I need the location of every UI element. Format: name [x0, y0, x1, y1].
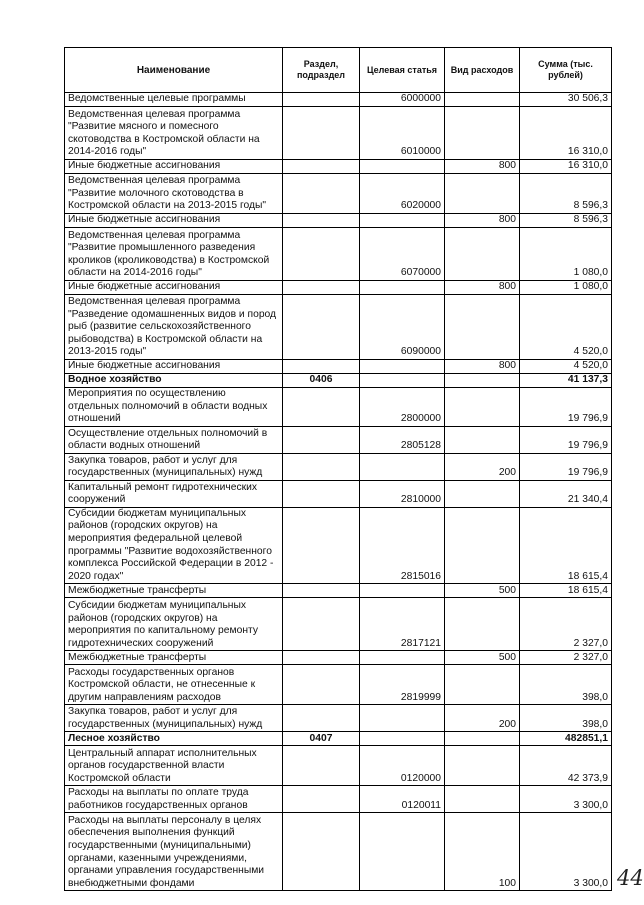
row-name: Ведомственные целевые программы — [65, 93, 283, 107]
row-name: Иные бюджетные ассигнования — [65, 281, 283, 295]
budget-table — [64, 47, 612, 891]
row-section — [283, 426, 360, 453]
row-amount: 3 300,0 — [520, 813, 612, 891]
row-name: Ведомственная целевая программа "Развитие молочного скотоводства в Костромской области на 2013-2015 годы" — [65, 174, 283, 214]
table-row — [65, 813, 612, 891]
row-amount: 41 137,3 — [520, 374, 612, 388]
row-section — [283, 174, 360, 214]
row-target — [360, 374, 445, 388]
row-name: Закупка товаров, работ и услуг для государственных (муниципальных) нужд — [65, 705, 283, 732]
table-row — [65, 598, 612, 651]
table-row — [65, 360, 612, 374]
table-row — [65, 295, 612, 360]
table-row — [65, 584, 612, 598]
row-amount: 21 340,4 — [520, 480, 612, 507]
header-amount: Сумма (тыс. рублей) — [520, 48, 612, 93]
row-name: Межбюджетные трансферты — [65, 651, 283, 665]
row-amount: 8 596,3 — [520, 174, 612, 214]
row-section — [283, 813, 360, 891]
row-name: Иные бюджетные ассигнования — [65, 214, 283, 228]
row-target — [360, 214, 445, 228]
header-name: Наименование — [65, 48, 283, 93]
row-amount: 16 310,0 — [520, 107, 612, 160]
header-expense-type: Вид расходов — [445, 48, 520, 93]
row-amount: 398,0 — [520, 665, 612, 705]
table-row — [65, 480, 612, 507]
row-name: Осуществление отдельных полномочий в области водных отношений — [65, 426, 283, 453]
row-expense-type: 200 — [445, 705, 520, 732]
row-expense-type: 800 — [445, 160, 520, 174]
row-target — [360, 705, 445, 732]
row-name: Центральный аппарат исполнительных органов государственной власти Костромской области — [65, 746, 283, 786]
row-expense-type — [445, 426, 520, 453]
row-section — [283, 584, 360, 598]
table-row — [65, 281, 612, 295]
row-target: 6000000 — [360, 93, 445, 107]
row-section — [283, 228, 360, 281]
row-section — [283, 360, 360, 374]
row-expense-type — [445, 786, 520, 813]
page-number: 44 — [617, 866, 644, 890]
row-amount: 19 796,9 — [520, 426, 612, 453]
row-section — [283, 388, 360, 427]
row-section — [283, 705, 360, 732]
row-name: Мероприятия по осуществлению отдельных полномочий в области водных отношений — [65, 388, 283, 427]
row-name: Ведомственная целевая программа "Развитие промышленного разведения кроликов (кролиководства) в Костромской области на 2014-2016 годы" — [65, 228, 283, 281]
row-expense-type — [445, 665, 520, 705]
row-expense-type: 100 — [445, 813, 520, 891]
row-section — [283, 453, 360, 480]
row-amount: 4 520,0 — [520, 295, 612, 360]
row-target — [360, 651, 445, 665]
row-name: Закупка товаров, работ и услуг для государственных (муниципальных) нужд — [65, 453, 283, 480]
table-body — [65, 93, 612, 891]
row-expense-type — [445, 507, 520, 584]
document-sheet — [64, 47, 612, 891]
row-target: 2800000 — [360, 388, 445, 427]
table-row — [65, 732, 612, 746]
row-name: Расходы государственных органов Костромской области, не отнесенные к другим направлениям расходов — [65, 665, 283, 705]
table-row — [65, 93, 612, 107]
row-amount: 2 327,0 — [520, 651, 612, 665]
row-target: 6070000 — [360, 228, 445, 281]
row-section: 0406 — [283, 374, 360, 388]
row-expense-type — [445, 598, 520, 651]
row-amount: 3 300,0 — [520, 786, 612, 813]
row-section — [283, 786, 360, 813]
row-amount: 1 080,0 — [520, 228, 612, 281]
table-header-row — [65, 48, 612, 93]
row-expense-type — [445, 107, 520, 160]
row-expense-type — [445, 746, 520, 786]
row-target — [360, 813, 445, 891]
row-amount: 482851,1 — [520, 732, 612, 746]
table-row — [65, 453, 612, 480]
row-expense-type — [445, 732, 520, 746]
row-name: Субсидии бюджетам муниципальных районов (городских округов) на мероприятия федеральной целевой программы "Развитие водохозяйственного комплекса Российской Федерации в 2012 - 2020 годах" — [65, 507, 283, 584]
row-expense-type — [445, 93, 520, 107]
header-section: Раздел, подраздел — [283, 48, 360, 93]
row-section — [283, 480, 360, 507]
row-amount: 1 080,0 — [520, 281, 612, 295]
table-row — [65, 786, 612, 813]
row-name: Субсидии бюджетам муниципальных районов (городских округов) на мероприятия по капитальному ремонту гидротехнических сооружений — [65, 598, 283, 651]
table-row — [65, 214, 612, 228]
table-row — [65, 665, 612, 705]
table-row — [65, 160, 612, 174]
row-expense-type: 800 — [445, 214, 520, 228]
row-section — [283, 295, 360, 360]
row-target: 2819999 — [360, 665, 445, 705]
row-expense-type: 800 — [445, 360, 520, 374]
row-target: 2810000 — [360, 480, 445, 507]
row-section: 0407 — [283, 732, 360, 746]
row-target: 0120011 — [360, 786, 445, 813]
table-row — [65, 426, 612, 453]
row-expense-type: 500 — [445, 651, 520, 665]
row-section — [283, 281, 360, 295]
table-row — [65, 388, 612, 427]
row-amount: 8 596,3 — [520, 214, 612, 228]
row-name: Капитальный ремонт гидротехнических сооружений — [65, 480, 283, 507]
row-target: 2815016 — [360, 507, 445, 584]
row-name: Расходы на выплаты по оплате труда работников государственных органов — [65, 786, 283, 813]
table-row — [65, 746, 612, 786]
row-amount: 16 310,0 — [520, 160, 612, 174]
table-row — [65, 507, 612, 584]
row-target: 6020000 — [360, 174, 445, 214]
row-target — [360, 584, 445, 598]
table-row — [65, 705, 612, 732]
row-amount: 42 373,9 — [520, 746, 612, 786]
row-target — [360, 160, 445, 174]
table-row — [65, 174, 612, 214]
row-target: 6090000 — [360, 295, 445, 360]
row-amount: 18 615,4 — [520, 507, 612, 584]
row-expense-type — [445, 388, 520, 427]
row-expense-type — [445, 480, 520, 507]
header-target: Целевая статья — [360, 48, 445, 93]
table-row — [65, 228, 612, 281]
row-amount: 19 796,9 — [520, 388, 612, 427]
row-expense-type — [445, 174, 520, 214]
row-expense-type: 200 — [445, 453, 520, 480]
row-section — [283, 93, 360, 107]
row-section — [283, 214, 360, 228]
row-section — [283, 507, 360, 584]
row-expense-type: 800 — [445, 281, 520, 295]
row-amount: 2 327,0 — [520, 598, 612, 651]
row-target — [360, 360, 445, 374]
row-section — [283, 598, 360, 651]
row-name: Водное хозяйство — [65, 374, 283, 388]
row-section — [283, 651, 360, 665]
row-name: Иные бюджетные ассигнования — [65, 160, 283, 174]
row-name: Межбюджетные трансферты — [65, 584, 283, 598]
row-target: 2805128 — [360, 426, 445, 453]
row-amount: 18 615,4 — [520, 584, 612, 598]
row-target — [360, 453, 445, 480]
row-section — [283, 665, 360, 705]
row-name: Ведомственная целевая программа "Развитие мясного и помесного скотоводства в Костромской области на 2014-2016 годы" — [65, 107, 283, 160]
row-amount: 4 520,0 — [520, 360, 612, 374]
row-section — [283, 160, 360, 174]
row-expense-type — [445, 228, 520, 281]
row-name: Лесное хозяйство — [65, 732, 283, 746]
row-section — [283, 746, 360, 786]
row-section — [283, 107, 360, 160]
row-expense-type: 500 — [445, 584, 520, 598]
row-name: Ведомственная целевая программа "Разведение одомашненных видов и пород рыб (развитие сельскохозяйственного рыбоводства) в Костромской области на 2013-2015 годы" — [65, 295, 283, 360]
row-target: 0120000 — [360, 746, 445, 786]
row-amount: 398,0 — [520, 705, 612, 732]
row-amount: 19 796,9 — [520, 453, 612, 480]
row-target: 2817121 — [360, 598, 445, 651]
row-target — [360, 281, 445, 295]
row-expense-type — [445, 374, 520, 388]
row-target — [360, 732, 445, 746]
table-row — [65, 651, 612, 665]
table-row — [65, 107, 612, 160]
row-name: Иные бюджетные ассигнования — [65, 360, 283, 374]
row-target: 6010000 — [360, 107, 445, 160]
table-row — [65, 374, 612, 388]
row-name: Расходы на выплаты персоналу в целях обеспечения выполнения функций государственными (муниципальными) органами, казенными учреждениями, органами управления государственными внебюджетными фондами — [65, 813, 283, 891]
row-amount: 30 506,3 — [520, 93, 612, 107]
row-expense-type — [445, 295, 520, 360]
